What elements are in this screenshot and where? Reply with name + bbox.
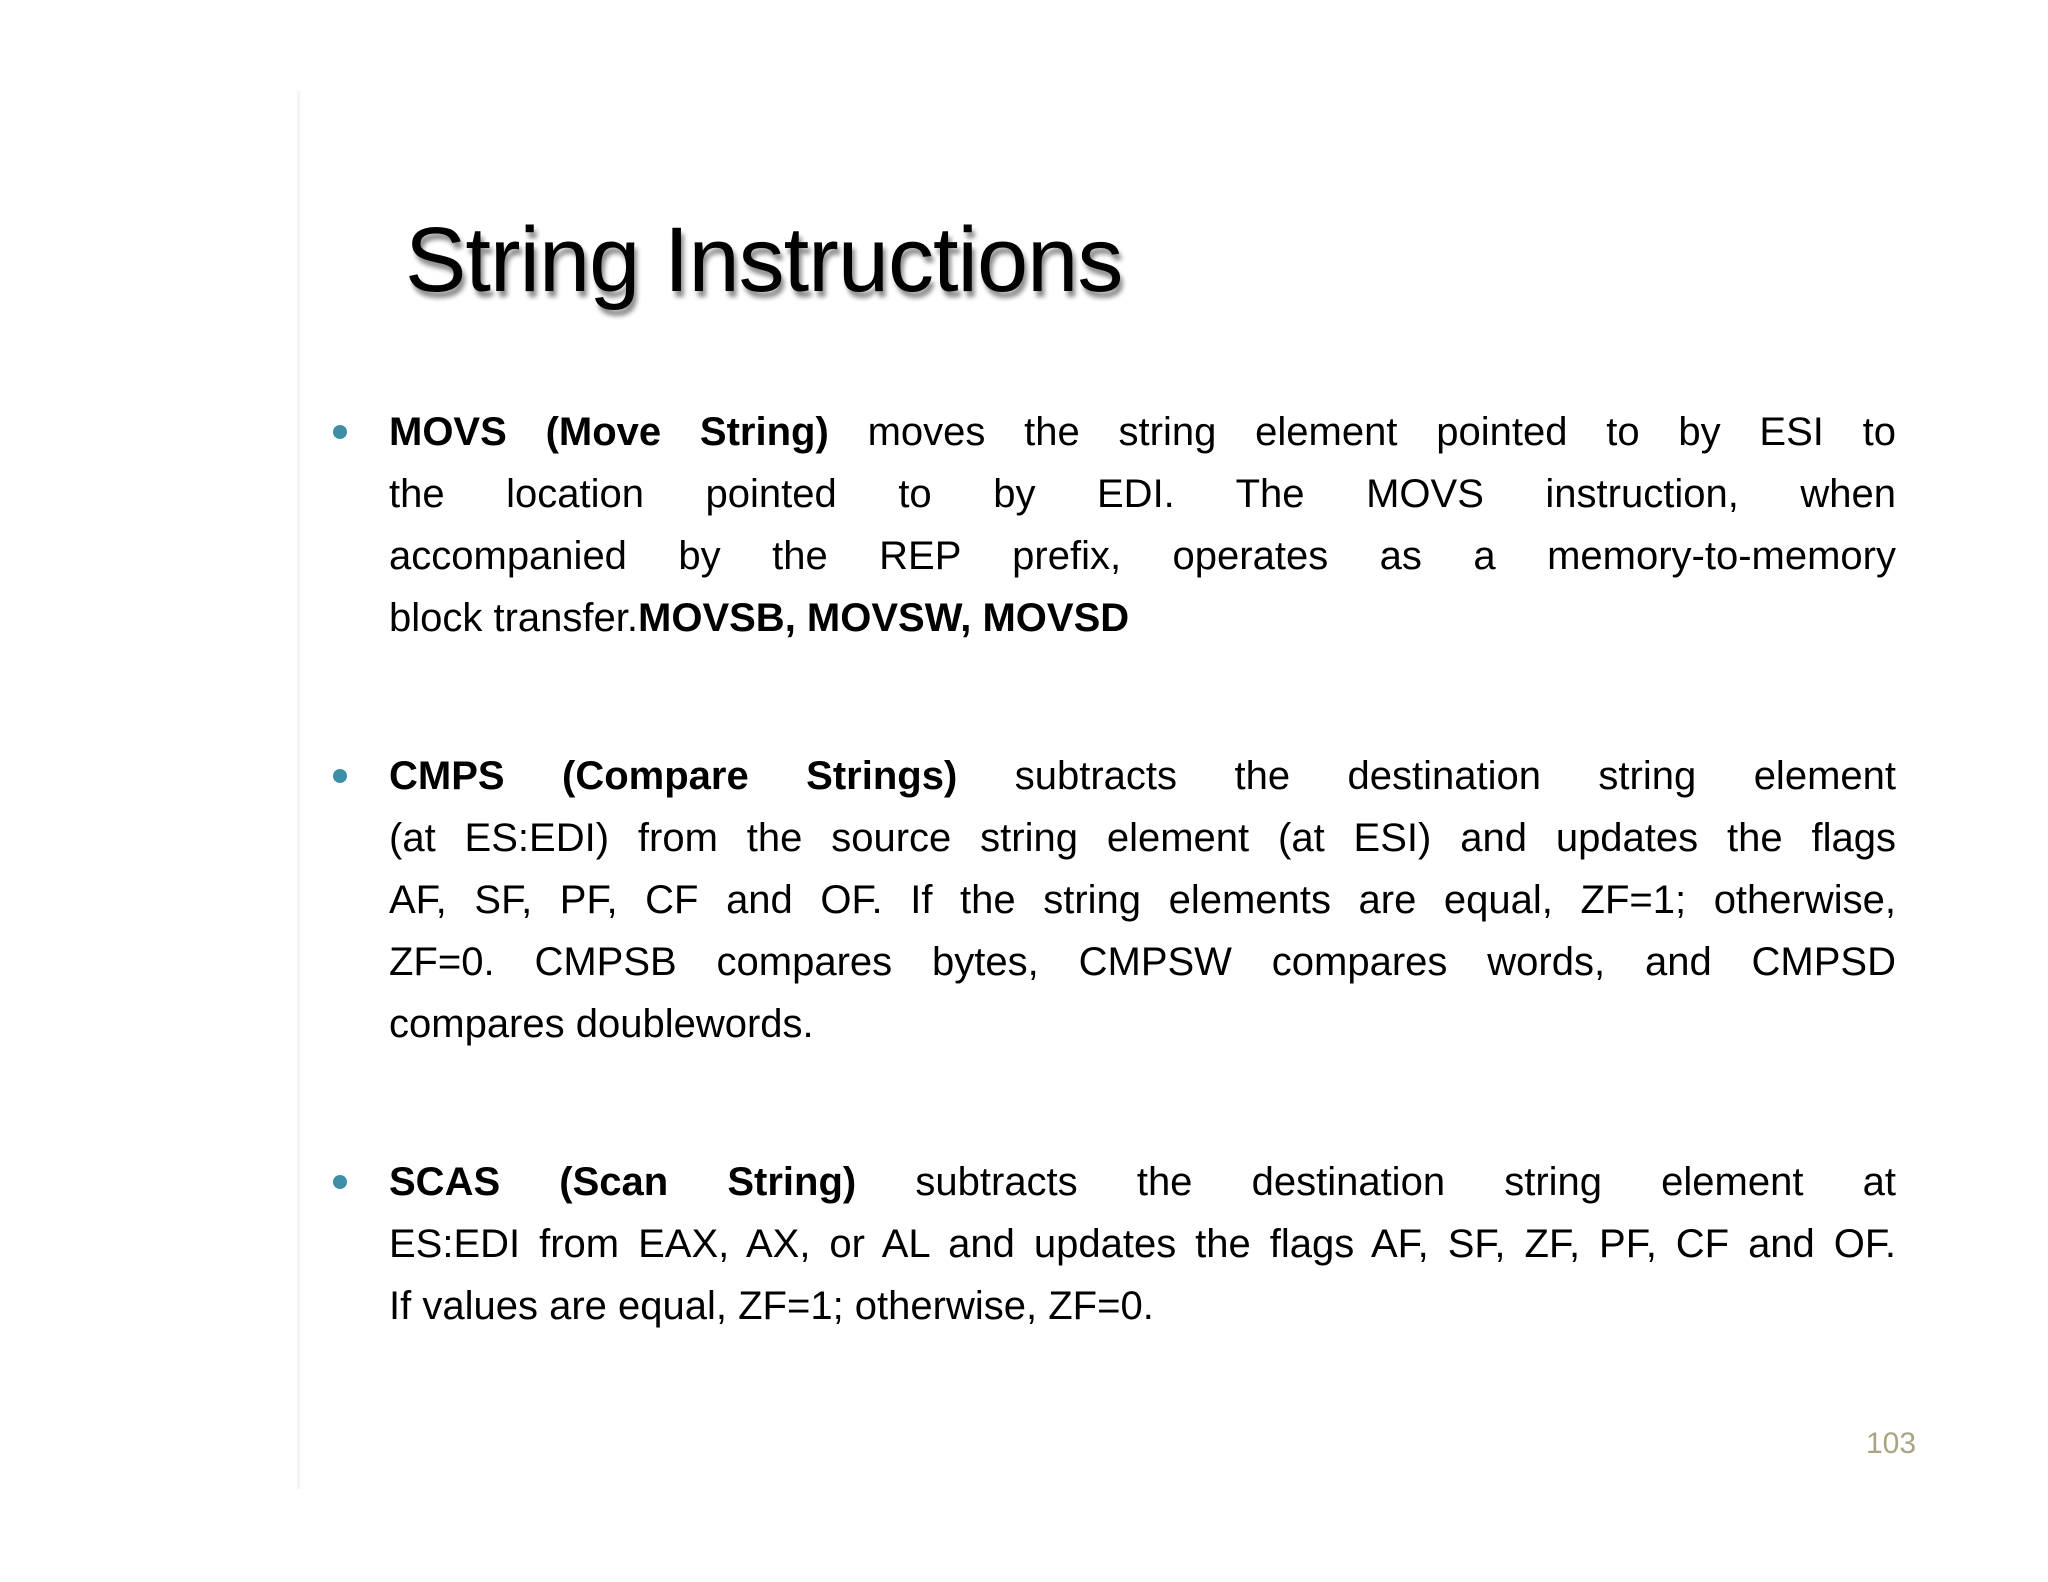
body-text: compares doublewords. bbox=[389, 1002, 814, 1046]
bold-term: CMPS (Compare Strings) bbox=[389, 754, 958, 798]
bullet-line bbox=[389, 745, 1896, 807]
bullet-line bbox=[389, 463, 1896, 525]
bullet-item bbox=[389, 1151, 1896, 1337]
bullet-line bbox=[389, 401, 1896, 463]
body-text: subtracts the destination string element bbox=[957, 754, 1896, 798]
bullet-line bbox=[389, 587, 1896, 649]
bullet-line bbox=[389, 1275, 1896, 1337]
body-text: block transfer. bbox=[389, 596, 639, 640]
body-text: ES:EDI from EAX, AX, or AL and updates the flags AF, SF, ZF, PF, CF and OF. bbox=[389, 1222, 1896, 1266]
bullet-line bbox=[389, 869, 1896, 931]
page-number: 103 bbox=[1866, 1427, 1917, 1460]
bullet-dot-icon bbox=[333, 1175, 347, 1189]
bullet-dot-icon bbox=[333, 769, 347, 783]
body-text: If values are equal, ZF=1; otherwise, ZF=0. bbox=[389, 1284, 1154, 1328]
body-text: accompanied by the REP prefix, operates as a memory-to-memory bbox=[389, 534, 1896, 578]
slide-left-border bbox=[297, 91, 301, 1489]
body-text: ZF=0. CMPSB compares bytes, CMPSW compares words, and CMPSD bbox=[389, 940, 1896, 984]
bullet-line bbox=[389, 1213, 1896, 1275]
bullet-dot-icon bbox=[333, 425, 347, 439]
bullet-line bbox=[389, 1151, 1896, 1213]
body-text: moves the string element pointed to by ESI to bbox=[828, 410, 1897, 454]
body-text: the location pointed to by EDI. The MOVS instruction, when bbox=[389, 472, 1896, 516]
bold-term: SCAS (Scan String) bbox=[389, 1160, 857, 1204]
bullet-item bbox=[389, 745, 1896, 1055]
bullet-line bbox=[389, 525, 1896, 587]
body-text: AF, SF, PF, CF and OF. If the string elements are equal, ZF=1; otherwise, bbox=[389, 878, 1896, 922]
bold-term: MOVS (Move String) bbox=[389, 410, 829, 454]
bold-term: MOVSB, MOVSW, MOVSD bbox=[638, 596, 1130, 640]
body-text: (at ES:EDI) from the source string element (at ESI) and updates the flags bbox=[389, 816, 1896, 860]
bullet-line bbox=[389, 931, 1896, 993]
bullet-line bbox=[389, 807, 1896, 869]
bullet-item bbox=[389, 401, 1896, 649]
body-text: subtracts the destination string element at bbox=[856, 1160, 1896, 1204]
bullet-line bbox=[389, 993, 1896, 1055]
slide-title: String Instructions bbox=[405, 209, 1123, 311]
